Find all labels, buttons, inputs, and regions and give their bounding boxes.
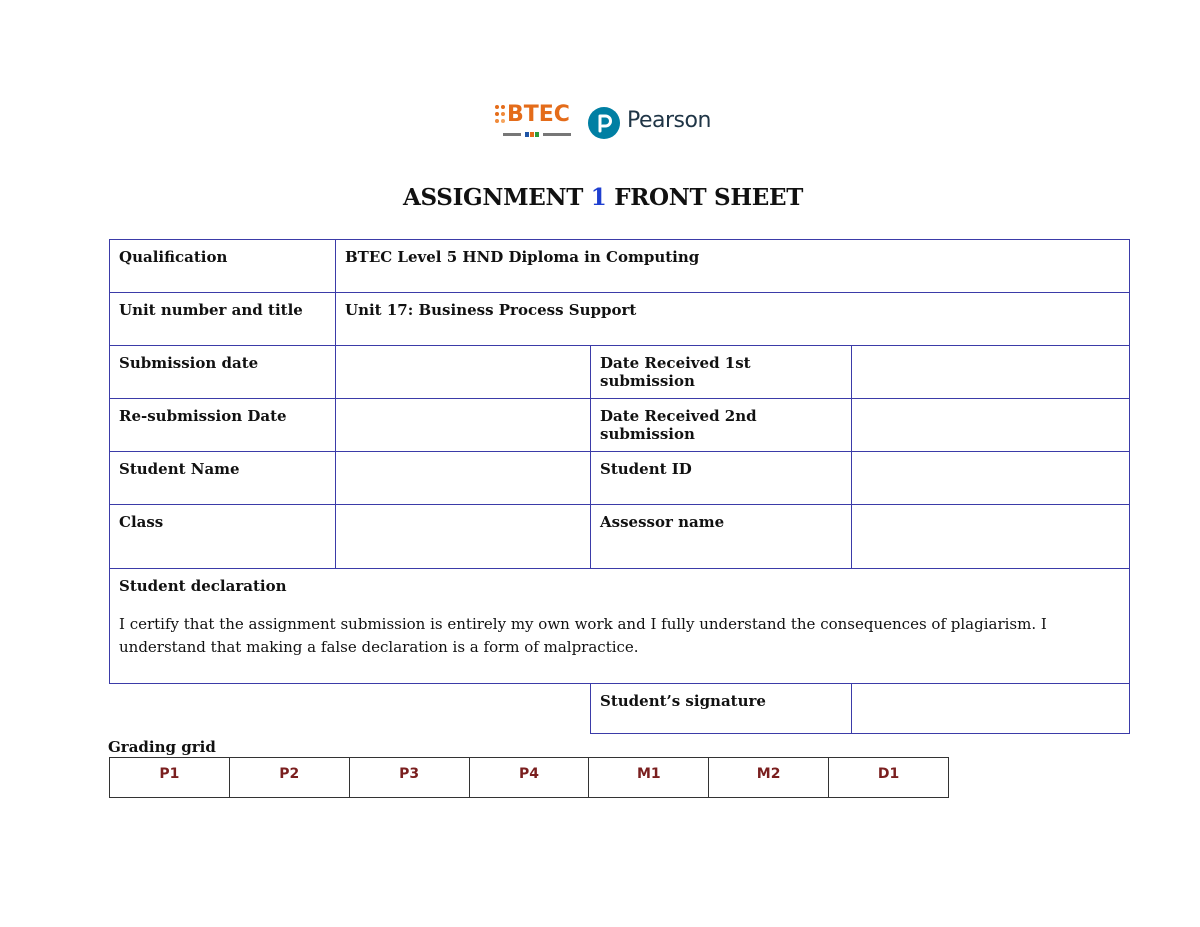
signature-row [110,684,1130,734]
declaration-row [110,569,1130,684]
class-row [110,505,1130,569]
resubmission-date-label: Re-submission Date [110,399,336,452]
assessor-label: Assessor name [591,505,852,569]
title-number: 1 [590,184,607,211]
title-prefix: ASSIGNMENT [402,184,591,211]
btec-wordmark: BTEC [507,102,570,127]
unit-value: Unit 17: Business Process Support [336,293,1130,346]
submission-row [110,346,1130,399]
unit-row [110,293,1130,346]
grade-cell-p4[interactable]: P4 [469,758,589,798]
btec-logo [493,100,575,144]
title-suffix: FRONT SHEET [606,184,804,211]
pearson-p-icon [587,106,621,140]
qualification-value: BTEC Level 5 HND Diploma in Computing [336,240,1130,293]
student-name-field[interactable] [336,452,591,505]
student-row [110,452,1130,505]
grading-row [110,758,949,798]
grade-cell-d1[interactable]: D1 [829,758,949,798]
pearson-logo [587,106,709,142]
student-declaration [110,569,1130,684]
qualification-label: Qualification [110,240,336,293]
grading-grid [109,757,949,798]
date-received-1-label: Date Received 1st submission [591,346,852,399]
unit-label: Unit number and title [110,293,336,346]
grading-grid-label: Grading grid [108,738,216,756]
date-received-2-field[interactable] [852,399,1130,452]
class-label: Class [110,505,336,569]
submission-date-label: Submission date [110,346,336,399]
grade-cell-p1[interactable]: P1 [110,758,230,798]
signature-label: Student’s signature [591,684,852,734]
signature-spacer [110,684,591,734]
signature-field[interactable] [852,684,1130,734]
grade-cell-m1[interactable]: M1 [589,758,709,798]
student-id-field[interactable] [852,452,1130,505]
page-title [0,184,1200,211]
btec-dots-icon [493,102,507,130]
front-sheet-table [109,239,1130,734]
declaration-text: I certify that the assignment submission is entirely my own work and I fully understand the consequences of plagiarism. I understand that making a false declaration is a form of malpractice. [119,615,1047,656]
pearson-wordmark: Pearson [627,108,711,133]
submission-date-field[interactable] [336,346,591,399]
student-name-label: Student Name [110,452,336,505]
btec-tagline-graphic [503,132,573,138]
student-id-label: Student ID [591,452,852,505]
declaration-title: Student declaration [119,577,287,595]
resubmission-date-field[interactable] [336,399,591,452]
grade-cell-m2[interactable]: M2 [709,758,829,798]
grade-cell-p3[interactable]: P3 [349,758,469,798]
class-field[interactable] [336,505,591,569]
qualification-row [110,240,1130,293]
assessor-field[interactable] [852,505,1130,569]
grade-cell-p2[interactable]: P2 [229,758,349,798]
date-received-1-field[interactable] [852,346,1130,399]
date-received-2-label: Date Received 2nd submission [591,399,852,452]
logo-strip [487,94,712,150]
resubmission-row [110,399,1130,452]
